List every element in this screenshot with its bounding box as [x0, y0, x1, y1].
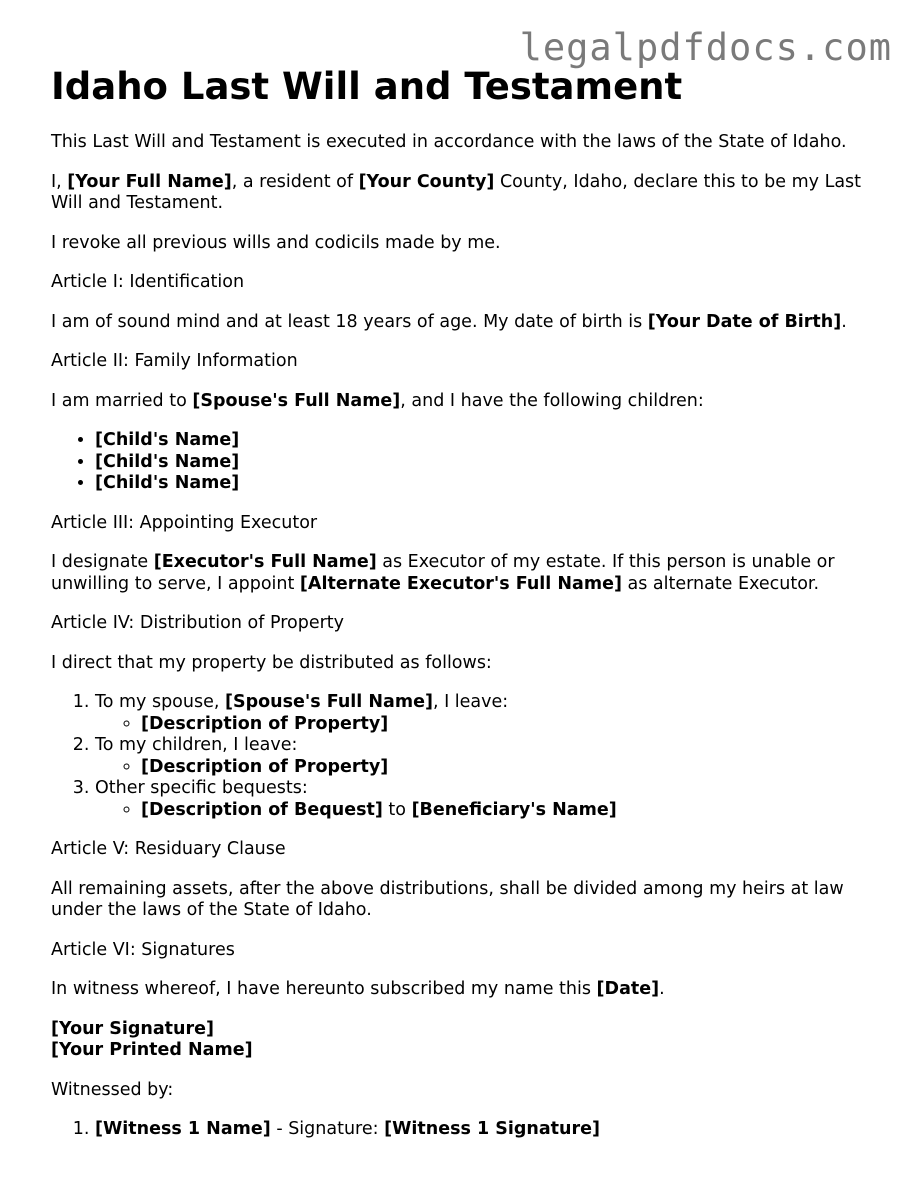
full-name-placeholder: [Your Full Name]	[67, 171, 232, 192]
signature-placeholder: [Your Signature]	[51, 1018, 214, 1039]
article-1-heading: Article I: Identification	[51, 272, 245, 292]
article-6-heading: Article VI: Signatures	[51, 939, 235, 960]
printed-name-placeholder: [Your Printed Name]	[51, 1040, 253, 1060]
distribution-text: , I leave:	[432, 692, 509, 712]
executor-placeholder: [Executor's Full Name]	[153, 552, 377, 572]
witness-text: - Signature:	[270, 1119, 385, 1139]
watermark: legalpdfdocs.com	[519, 26, 892, 69]
child-name-placeholder: [Child's Name]	[95, 451, 240, 472]
witness-list	[51, 1119, 891, 1141]
beneficiary-placeholder: [Beneficiary's Name]	[411, 799, 617, 820]
article-6-body: .	[659, 979, 665, 999]
article-1-body: I am of sound mind and at least 18 years of age. My date of birth is	[51, 311, 648, 332]
article-6-text	[51, 979, 891, 1001]
revoke-paragraph: I revoke all previous wills and codicils made by me.	[51, 232, 501, 253]
article-3-heading: Article III: Appointing Executor	[51, 512, 318, 533]
article-1-body: .	[841, 311, 847, 332]
article-3-text	[51, 552, 891, 595]
spouse-placeholder: [Spouse's Full Name]	[225, 692, 433, 712]
child-name-placeholder: [Child's Name]	[95, 473, 240, 493]
list-item	[95, 778, 891, 821]
article-5-text: All remaining assets, after the above distributions, shall be divided among my heirs at law under the laws of the State of Idaho.	[51, 878, 844, 920]
bequest-placeholder: [Description of Bequest]	[141, 799, 383, 820]
list-item	[95, 735, 891, 778]
declaration-text: County, Idaho, declare this to be my Last Will and Testament.	[51, 171, 862, 213]
article-3-body: as Executor of my estate. If this person is unable or unwilling to serve, I appoint	[51, 552, 835, 594]
property-placeholder: [Description of Property]	[141, 713, 389, 734]
declaration-text: I,	[51, 171, 68, 192]
article-3-body: I designate	[51, 552, 154, 572]
document-body	[51, 64, 891, 1141]
list-item	[141, 714, 891, 736]
list-item	[95, 430, 891, 452]
article-4-lead: I direct that my property be distributed as follows:	[51, 652, 492, 673]
article-2-text	[51, 391, 891, 413]
witnessed-by-label: Witnessed by:	[51, 1079, 174, 1100]
article-6-body: In witness whereof, I have hereunto subscribed my name this	[51, 979, 597, 999]
dob-placeholder: [Your Date of Birth]	[647, 311, 842, 332]
list-item	[141, 757, 891, 779]
article-2-body: , and I have the following children:	[400, 390, 704, 411]
date-placeholder: [Date]	[596, 979, 660, 999]
signature-block	[51, 1019, 891, 1062]
article-1-text	[51, 312, 891, 334]
declaration-paragraph	[51, 172, 891, 215]
sub-list	[95, 800, 891, 822]
article-4-heading: Article IV: Distribution of Property	[51, 613, 345, 633]
sub-list	[95, 757, 891, 779]
property-placeholder: [Description of Property]	[141, 756, 389, 777]
article-3-body: as alternate Executor.	[621, 573, 820, 594]
list-item	[95, 452, 891, 474]
distribution-text: To my children, I leave:	[95, 735, 298, 755]
spouse-placeholder: [Spouse's Full Name]	[192, 390, 401, 411]
child-name-placeholder: [Child's Name]	[95, 430, 240, 450]
distribution-list	[51, 692, 891, 821]
declaration-text: , a resident of	[231, 171, 359, 192]
list-item	[95, 692, 891, 735]
alternate-executor-placeholder: [Alternate Executor's Full Name]	[299, 573, 622, 594]
list-item	[141, 800, 891, 822]
article-2-heading: Article II: Family Information	[51, 351, 298, 371]
list-item	[95, 473, 891, 495]
article-2-body: I am married to	[51, 390, 193, 411]
distribution-text: Other specific bequests:	[95, 778, 308, 798]
sub-list	[95, 714, 891, 736]
witness-name-placeholder: [Witness 1 Name]	[95, 1119, 271, 1139]
witness-signature-placeholder: [Witness 1 Signature]	[384, 1119, 600, 1139]
intro-paragraph: This Last Will and Testament is executed in accordance with the laws of the State of Idaho.	[51, 132, 847, 152]
page-title: Idaho Last Will and Testament	[51, 65, 683, 108]
distribution-text: to	[382, 799, 412, 820]
article-5-heading: Article V: Residuary Clause	[51, 839, 286, 859]
children-list	[51, 430, 891, 495]
county-placeholder: [Your County]	[358, 171, 495, 192]
list-item	[95, 1119, 891, 1141]
distribution-text: To my spouse,	[95, 692, 225, 712]
